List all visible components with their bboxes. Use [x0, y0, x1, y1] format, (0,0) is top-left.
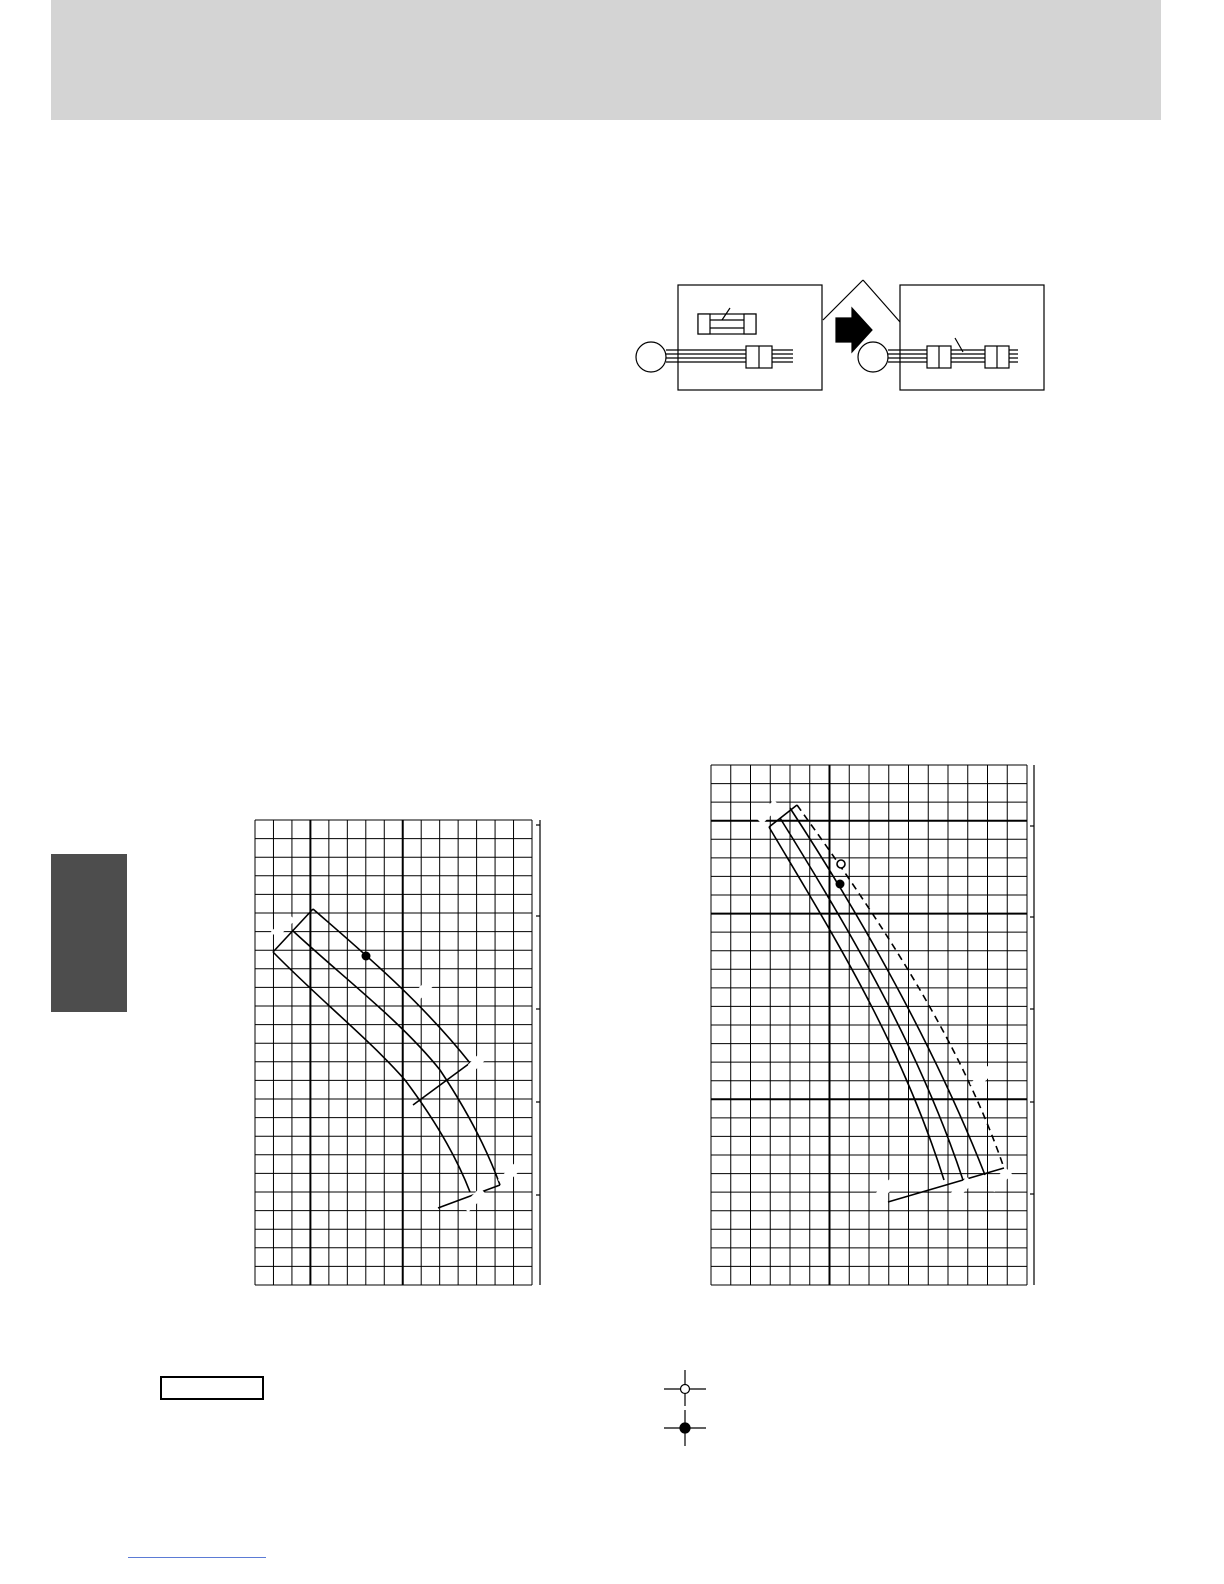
filled-circle-marker-icon: [680, 1423, 690, 1433]
open-circle-marker-icon: [681, 1385, 690, 1394]
